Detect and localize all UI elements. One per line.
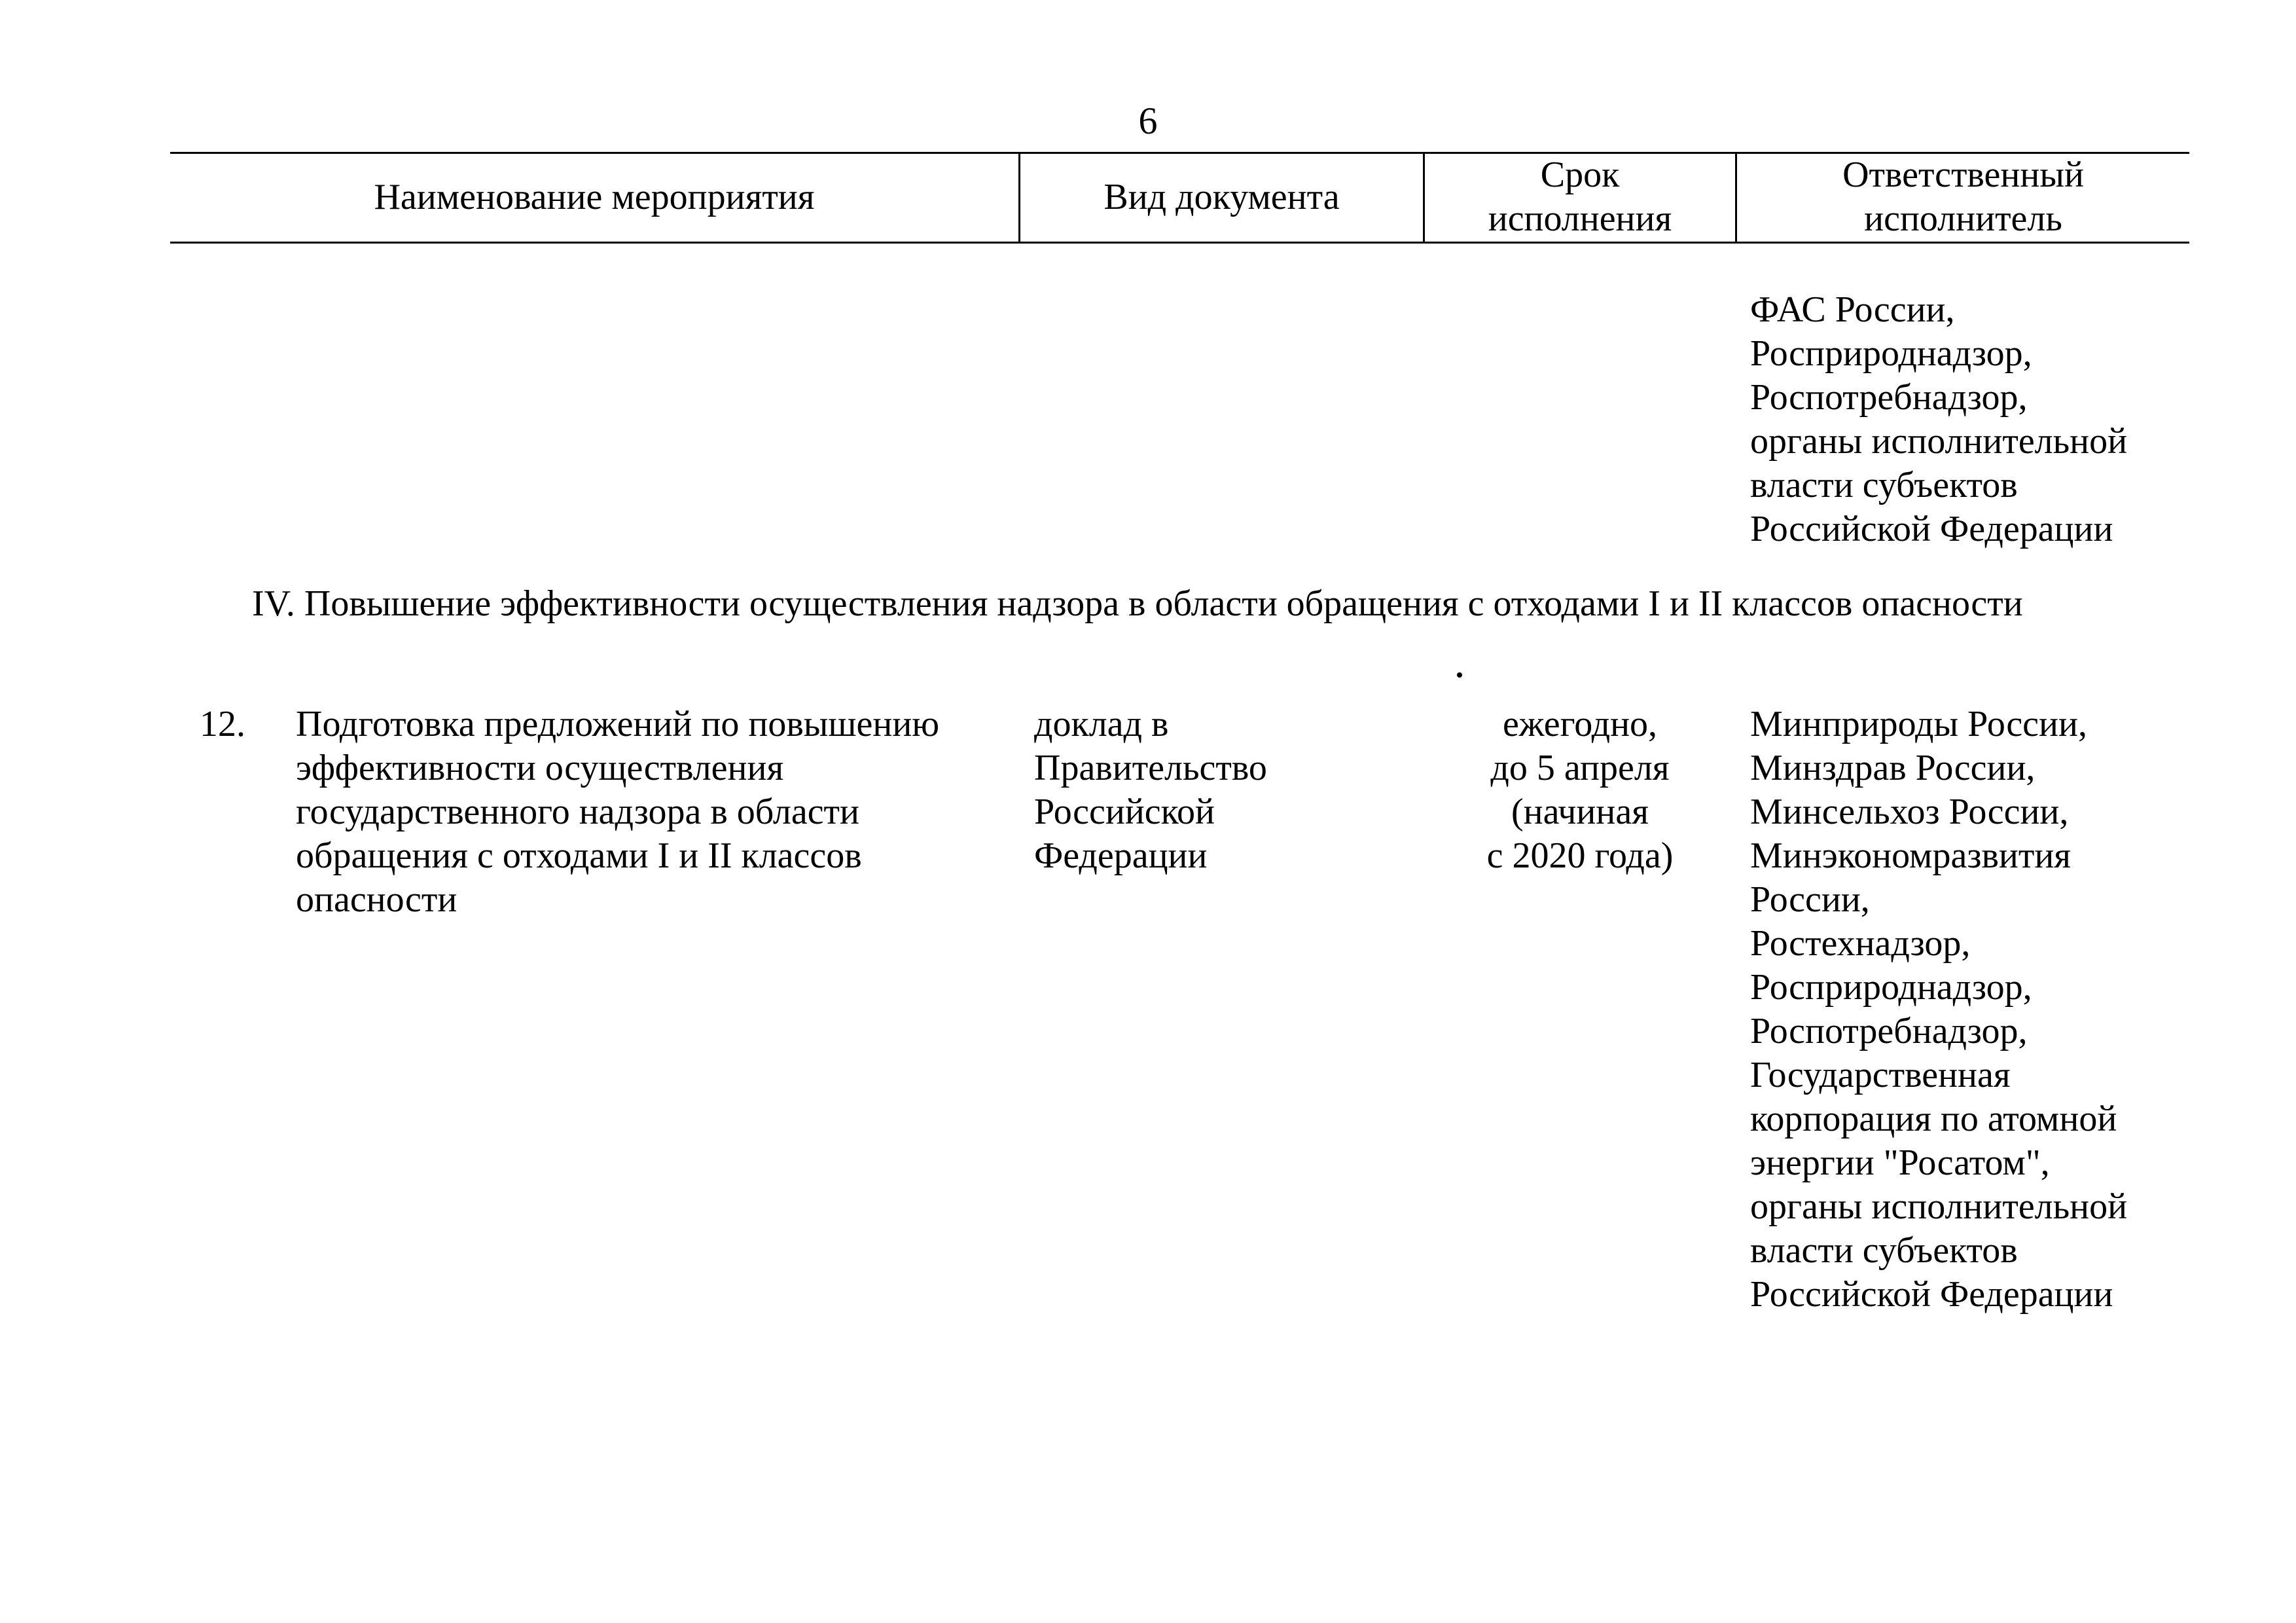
header-col-responsible: Ответственный исполнитель <box>1842 155 2084 239</box>
row-event-name: Подготовка предложений по повышению эффективности осуществления государственного надзора в области обращения с отходами I и II классов опасности <box>296 704 940 920</box>
stray-dot-mark <box>1457 672 1462 678</box>
header-col-document: Вид документа <box>1103 177 1340 217</box>
header-col-name: Наименование мероприятия <box>374 177 815 217</box>
row-number: 12. <box>200 704 245 744</box>
table-header-bottom-rule <box>170 242 2189 244</box>
row-responsible: Минприроды России, Минздрав России, Минсельхоз России, Минэкономразвития России, Ростехнадзор, Росприроднадзор, Роспотребнадзор, Государственная корпорация по атомной энергии "Росатом", органы исполнительной власти субъектов Российской Федерации <box>1750 704 2128 1315</box>
continued-responsible-list: ФАС России, Росприроднадзор, Роспотребнадзор, органы исполнительной власти субъектов Российской Федерации <box>1750 289 2128 549</box>
section-title: IV. Повышение эффективности осуществления надзора в области обращения с отходами I и II классов опасности <box>252 583 2023 624</box>
row-deadline: ежегодно, до 5 апреля (начиная с 2020 года) <box>1486 704 1674 876</box>
header-col-deadline: Срок исполнения <box>1488 155 1672 239</box>
page-number: 6 <box>1138 100 1158 142</box>
row-document-type: доклад в Правительство Российской Федерации <box>1034 704 1267 876</box>
